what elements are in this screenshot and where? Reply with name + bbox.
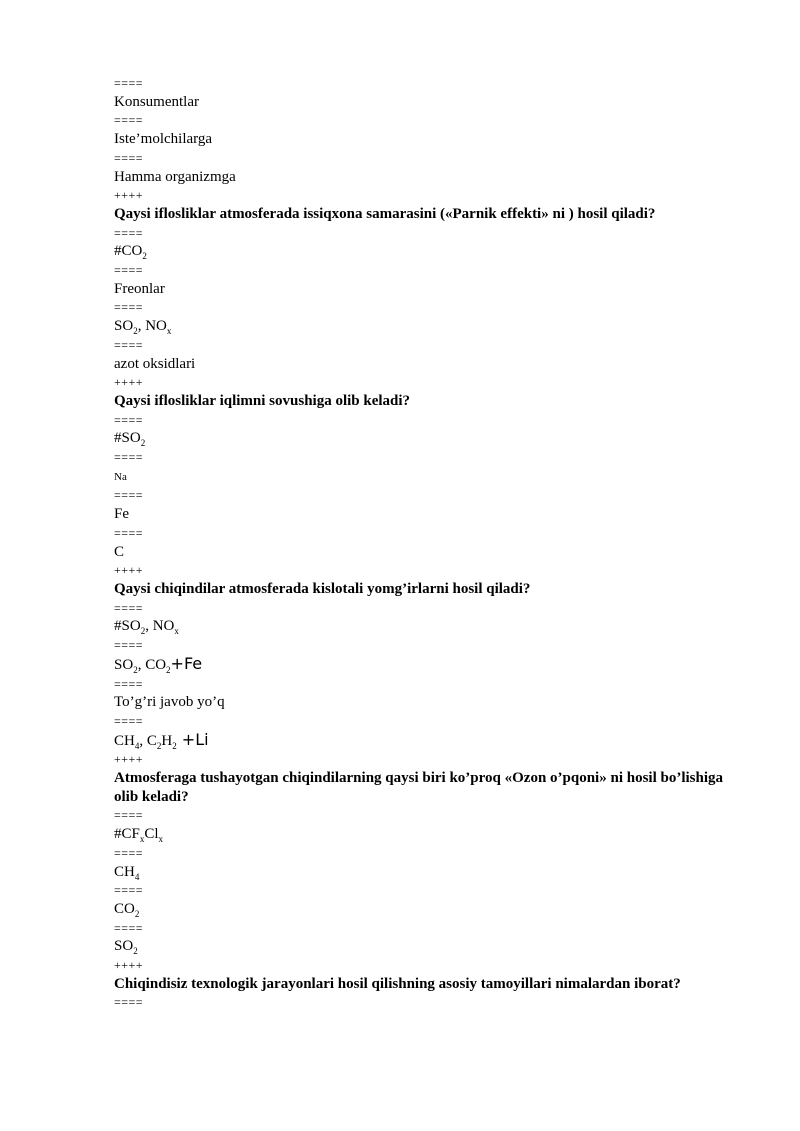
subscript: 2 <box>142 251 147 262</box>
separator-line: ==== <box>114 450 144 465</box>
text-run: CH <box>114 732 135 749</box>
separator-line: ==== <box>114 263 144 278</box>
question-text: Atmosferaga tushayotgan chiqindilarning qaysi biri ko’proq «Ozon o’pqoni» ni hosil bo’lishiga olib keladi? <box>114 770 724 805</box>
answer-option <box>114 429 734 448</box>
answer-option <box>114 731 734 751</box>
subscript: 2 <box>133 664 138 675</box>
separator-line: ++++ <box>114 958 144 973</box>
answer-option <box>114 317 734 336</box>
text-run: +Fe <box>170 653 203 673</box>
answer-option <box>114 242 734 261</box>
separator-line: ++++ <box>114 563 144 578</box>
subscript: 2 <box>133 946 138 957</box>
subscript: x <box>174 626 179 637</box>
text-run: H <box>161 732 173 749</box>
separator-line: ==== <box>114 225 144 240</box>
text-run: Cl <box>144 826 159 843</box>
text-run: #CF <box>114 826 140 843</box>
separator-line: ==== <box>114 412 144 427</box>
separator-line: ++++ <box>114 752 144 767</box>
separator-line: ==== <box>114 995 144 1010</box>
question-text: Qaysi chiqindilar atmosferada kislotali yomg’irlarni hosil qiladi? <box>114 580 531 597</box>
answer-option: Iste’molchilarga <box>114 131 213 148</box>
text-run: Na <box>114 470 127 483</box>
answer-option <box>114 937 734 956</box>
answer-option: azot oksidlari <box>114 355 196 372</box>
subscript: x <box>158 834 164 845</box>
separator-line: ==== <box>114 76 144 90</box>
question-text: Qaysi ifloslіklar iqlimni sovushiga olib keladi? <box>114 392 411 409</box>
separator-line: ==== <box>114 113 144 128</box>
answer-option <box>114 863 734 882</box>
subscript: x <box>139 834 145 845</box>
separator-line: ==== <box>114 337 144 352</box>
text-run: , C <box>139 732 157 749</box>
subscript: 2 <box>133 326 138 337</box>
separator-line: ==== <box>114 488 144 503</box>
separator-line: ++++ <box>114 188 144 203</box>
text-run: CH <box>114 863 135 880</box>
separator-line: ==== <box>114 808 144 823</box>
answer-option: Freonlar <box>114 280 165 297</box>
answer-option: C <box>114 543 125 560</box>
answer-option <box>114 467 734 487</box>
text-run: SO <box>114 318 134 335</box>
separator-line: ==== <box>114 638 144 653</box>
answer-option: Hamma organizmga <box>114 168 236 185</box>
answer-option: Fe <box>114 506 129 523</box>
separator-line: ==== <box>114 920 144 935</box>
separator-line: ==== <box>114 150 144 165</box>
separator-line: ==== <box>114 300 144 315</box>
answer-option <box>114 900 734 919</box>
question-text: Qaysi ifloslіklar atmosferada issiqxona samarasini («Parnik effekti» ni ) hosil qiladi? <box>114 205 656 222</box>
text-run: #SO <box>114 430 141 447</box>
answer-option <box>114 617 734 636</box>
text-run: , NO <box>145 618 175 635</box>
document-page <box>114 74 734 1012</box>
separator-line: ==== <box>114 600 144 615</box>
text-run: SO <box>114 938 134 955</box>
separator-line: ==== <box>114 525 144 540</box>
answer-option <box>114 825 734 844</box>
text-run: #CO <box>114 243 143 260</box>
subscript: 2 <box>166 664 171 675</box>
subscript: 2 <box>140 438 146 449</box>
subscript: 4 <box>134 740 140 751</box>
subscript: 4 <box>134 871 140 882</box>
text-run: , NO <box>137 318 167 335</box>
text-run: +Li <box>176 729 209 749</box>
separator-line: ==== <box>114 676 144 691</box>
separator-line: ==== <box>114 845 144 860</box>
answer-option: Konsumentlar <box>114 93 199 110</box>
subscript: 2 <box>156 740 162 751</box>
subscript: x <box>166 326 172 337</box>
question-text: Chiqindisiz texnologik jarayonlari hosil qilishning asosiy tamoyillari nimalardan iborat? <box>114 975 681 992</box>
text-run: CO <box>114 900 135 917</box>
text-run: #SO <box>114 618 141 635</box>
answer-option: To’g’ri javob yo’q <box>114 694 225 711</box>
separator-line: ==== <box>114 713 144 728</box>
subscript: 2 <box>140 626 146 637</box>
separator-line: ++++ <box>114 375 144 390</box>
subscript: 2 <box>134 908 140 919</box>
text-run: , CO <box>137 656 167 673</box>
answer-option <box>114 655 734 675</box>
separator-line: ==== <box>114 883 144 898</box>
text-run: SO <box>114 656 134 673</box>
subscript: 2 <box>172 740 177 751</box>
